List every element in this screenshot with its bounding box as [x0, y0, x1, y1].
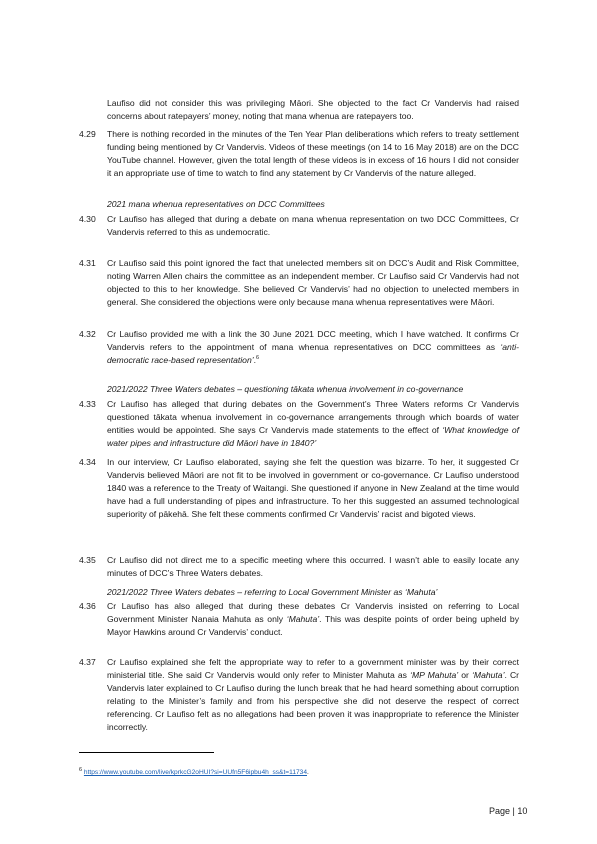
section-heading: 2021 mana whenua representatives on DCC Committees — [107, 199, 325, 209]
footnote-divider — [79, 752, 214, 753]
paragraph-text: or — [458, 670, 472, 680]
footnote-number: 6 — [79, 766, 83, 773]
paragraph-4-33 — [107, 398, 519, 450]
paragraph-number: 4.32 — [79, 329, 96, 339]
paragraph-continuation: Laufiso did not consider this was privileging Māori. She objected to the fact Cr Vandervis had raised concerns about ratepayers’ money, noting that mana whenua are ratepayers too. — [107, 98, 519, 121]
paragraph-text: . This was despite points of order being upheld by Mayor Hawkins around Cr Vandervis’ conduct. — [107, 614, 519, 637]
paragraph-4-32 — [107, 328, 519, 367]
paragraph-number: 4.30 — [79, 214, 96, 224]
section-heading: 2021/2022 Three Waters debates – questioning tākata whenua involvement in co-governance — [107, 384, 464, 394]
paragraph-number: 4.29 — [79, 129, 96, 139]
paragraph-text: . — [253, 355, 257, 365]
paragraph-number: 4.37 — [79, 657, 96, 667]
footnote-ref[interactable]: 6 — [256, 355, 260, 362]
paragraph-text: Cr Laufiso provided me with a link the 30 June 2021 DCC meeting, which I have watched. It confirms Cr Vandervis refers to the appointment of mana whenua representatives on DCC committees as — [107, 329, 519, 352]
paragraph-number: 4.34 — [79, 457, 96, 467]
quote-text: ‘Mahuta’ — [472, 670, 505, 680]
quote-text: ‘anti-democratic race-based representation’ — [107, 342, 519, 365]
quote-text: ‘What knowledge of water pipes and infrastructure did Māori have in 1840?’ — [107, 425, 520, 448]
page-number: Page | 10 — [489, 806, 528, 816]
paragraph-number: 4.33 — [79, 399, 96, 409]
quote-text: ‘Mahuta’ — [286, 614, 320, 624]
paragraph-4-36 — [107, 600, 519, 639]
paragraph-4-30: Cr Laufiso has alleged that during a debate on mana whenua representation on two DCC Committees, Cr Vandervis referred to this as undemocratic. — [107, 214, 519, 237]
paragraph-text: Cr Laufiso explained she felt the appropriate way to refer to a government minister was by their correct ministerial title. She said Cr Vandervis would only refer to Minister Mahuta as — [107, 657, 519, 680]
paragraph-4-29: There is nothing recorded in the minutes of the Ten Year Plan deliberations which refers to treaty settlement funding being mentioned by Cr Vandervis. Videos of these meetings (on 14 to 16 May 2018) are on the DCC YouTube channel. However, given the total length of these videos is in excess of 16 hours I did not consider it an appropriate use of time to watch to find any statement by Cr Vandervis of the nature alleged. — [107, 129, 519, 178]
paragraph-number: 4.31 — [79, 258, 96, 268]
footnote — [79, 768, 309, 777]
paragraph-text: . Cr Vandervis later explained to Cr Laufiso during the lunch break that he had heard something about corruption relating to the Minister’s family and from his perspective she did not deserve the respect of correct referencing. Cr Laufiso felt as no allegations had been proven it was inappropriate to reference the Minister incorrectly. — [107, 670, 520, 732]
paragraph-text: Cr Laufiso has also alleged that during these debates Cr Vandervis insisted on referring to Local Government Minister Nanaia Mahuta as only — [107, 601, 519, 624]
footnote-trail: . — [307, 769, 309, 776]
paragraph-4-31: Cr Laufiso said this point ignored the fact that unelected members sit on DCC’s Audit and Risk Committee, noting Warren Allen chairs the committee as an independent member. Cr Laufiso said Cr Vandervis had not objected to this to her knowledge. She believed Cr Vandervis’ had no objection to unelected members in general. She considered the objections were only because mana whenua representatives were Māori. — [107, 258, 519, 307]
quote-text: ‘MP Mahuta’ — [410, 670, 459, 680]
paragraph-number: 4.36 — [79, 601, 96, 611]
paragraph-number: 4.35 — [79, 555, 96, 565]
paragraph-4-35: Cr Laufiso did not direct me to a specific meeting where this occurred. I wasn’t able to easily locate any minutes of DCC’s Three Waters debates. — [107, 555, 519, 578]
paragraph-4-34: In our interview, Cr Laufiso elaborated, saying she felt the question was bizarre. To her, it suggested Cr Vandervis believed Māori are not fit to be involved in government or co-governance. Cr Laufiso understood 1840 was a reference to the Treaty of Waitangi. She questioned if anyone in New Zealand at the time would have had a full understanding of pipes and infrastructure. To her this suggested an assumed technological superiority of pākehā. She felt these comments confirmed Cr Vandervis’ racist and bigoted views. — [107, 457, 519, 519]
paragraph-text: Cr Laufiso has alleged that during debates on the Government’s Three Waters reforms Cr Vandervis questioned tākata whenua involvement in co-governance arrangements through which boards of water entities would be appointed. She says Cr Vandervis made statements to the effect of — [107, 399, 519, 435]
footnote-link[interactable]: https://www.youtube.com/live/kprkcG2oHUI?si=UUfn5F6ipbu4h_ss&t=11734 — [83, 769, 307, 776]
paragraph-4-37 — [107, 656, 519, 734]
section-heading: 2021/2022 Three Waters debates – referring to Local Government Minister as ‘Mahuta’ — [107, 587, 438, 597]
